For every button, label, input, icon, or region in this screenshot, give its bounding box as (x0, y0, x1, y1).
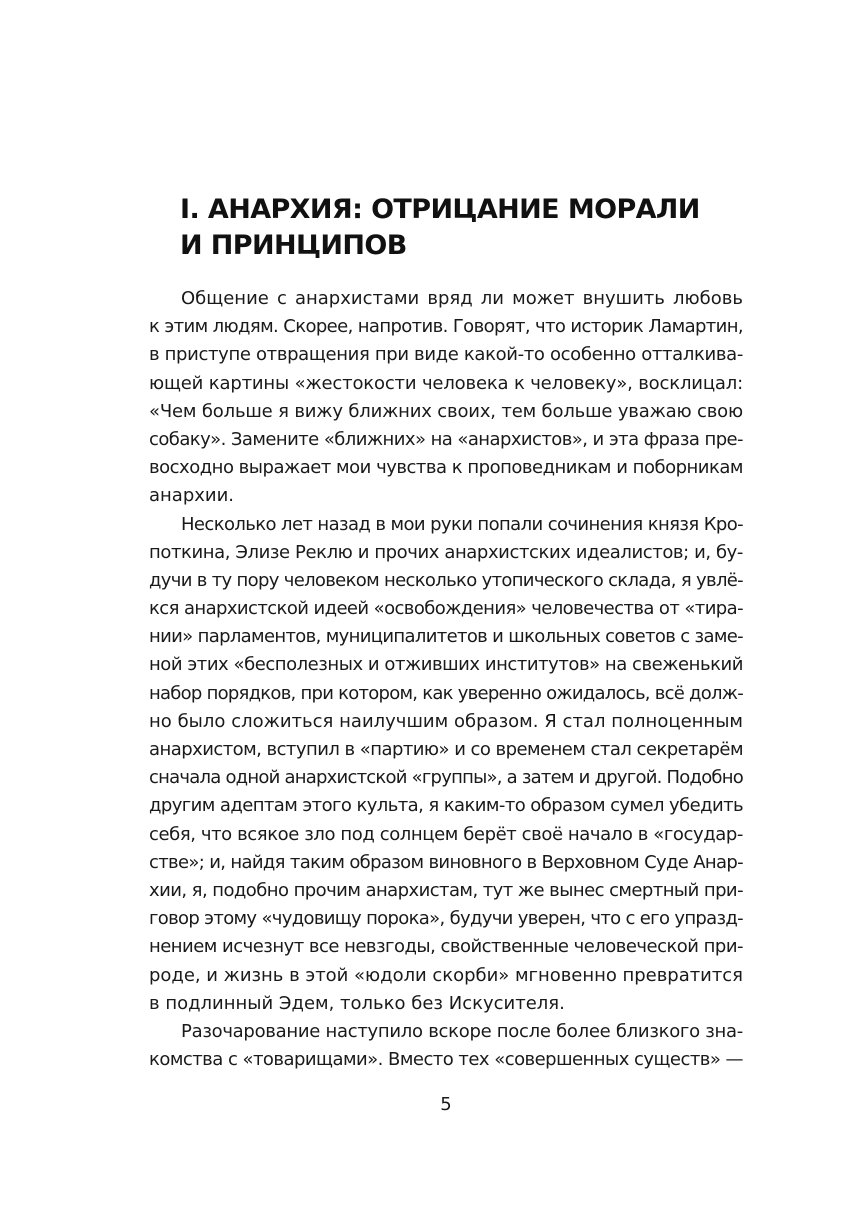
paragraph-line: роде, и жизнь в этой «юдоли скорби» мгновенно превратится (149, 964, 743, 986)
paragraph-line: «Чем больше я вижу ближних своих, тем больше уважаю свою (149, 400, 743, 422)
paragraph (149, 1018, 743, 1074)
paragraph-line: кся анархистской идеей «освобождения» человечества от «тира- (149, 598, 743, 620)
paragraph-line: хии, я, подобно прочим анархистам, тут же вынес смертный при- (149, 879, 743, 901)
chapter-title-line-1: I. АНАРХИЯ: ОТРИЦАНИЕ МОРАЛИ (180, 194, 700, 225)
paragraph-line: Разочарование наступило вскоре после более близкого зна- (181, 1020, 743, 1042)
paragraph (149, 511, 743, 1018)
paragraph-line: говор этому «чудовищу порока», будучи уверен, что с его упразд- (149, 908, 743, 930)
paragraph-line: нением исчезнут все невзгоды, свойственные человеческой при- (149, 936, 743, 958)
paragraph-line: к этим людям. Скорее, напротив. Говорят, что историк Ламартин, (149, 316, 743, 338)
paragraph-line: анархистом, вступил в «партию» и со временем стал секретарём (149, 739, 743, 760)
page-number: 5 (440, 1094, 452, 1115)
paragraph-line: в подлинный Эдем, только без Искусителя. (149, 992, 565, 1014)
paragraph-line: набор порядков, при котором, как уверенно ожидалось, всё долж- (149, 682, 743, 704)
paragraph (149, 285, 743, 511)
paragraph-line: собаку». Замените «ближних» на «анархистов», и эта фраза пре- (149, 428, 743, 450)
chapter-title (180, 192, 740, 264)
paragraph-line: анархии. (149, 485, 235, 507)
paragraph-line: Несколько лет назад в мои руки попали сочинения князя Кро- (181, 513, 743, 535)
paragraph-line: ющей картины «жестокости человека к человеку», восклицал: (149, 372, 743, 394)
paragraph-line: но было сложиться наилучшим образом. Я стал полноценным (149, 710, 743, 732)
paragraph-line: в приступе отвращения при виде какой-то особенно отталкива- (149, 344, 743, 366)
chapter-title-line-2: И ПРИНЦИПОВ (180, 230, 407, 261)
paragraph-line: дучи в ту пору человеком несколько утопического склада, я увлё- (149, 569, 743, 591)
body-text (149, 285, 743, 1074)
paragraph-line: сначала одной анархистской «группы», а затем и другой. Подобно (149, 767, 743, 789)
paragraph-line: ной этих «бесполезных и отживших институтов» на свеженький (149, 654, 743, 676)
paragraph-line: восходно выражает мои чувства к проповедникам и поборникам (149, 457, 743, 479)
paragraph-line: комства с «товарищами». Вместо тех «совершенных существ» — (149, 1049, 743, 1071)
paragraph-line: Общение с анархистами вряд ли может внушить любовь (181, 288, 743, 309)
paragraph-line: нии» парламентов, муниципалитетов и школьных советов с заме- (149, 626, 743, 648)
paragraph-line: поткина, Элизе Реклю и прочих анархистских идеалистов; и, бу- (149, 541, 743, 563)
paragraph-line: другим адептам этого культа, я каким-то образом сумел убедить (149, 795, 743, 817)
paragraph-line: себя, что всякое зло под солнцем берёт своё начало в «государ- (149, 823, 743, 845)
paragraph-line: стве»; и, найдя таким образом виновного в Верховном Суде Анар- (149, 851, 743, 873)
